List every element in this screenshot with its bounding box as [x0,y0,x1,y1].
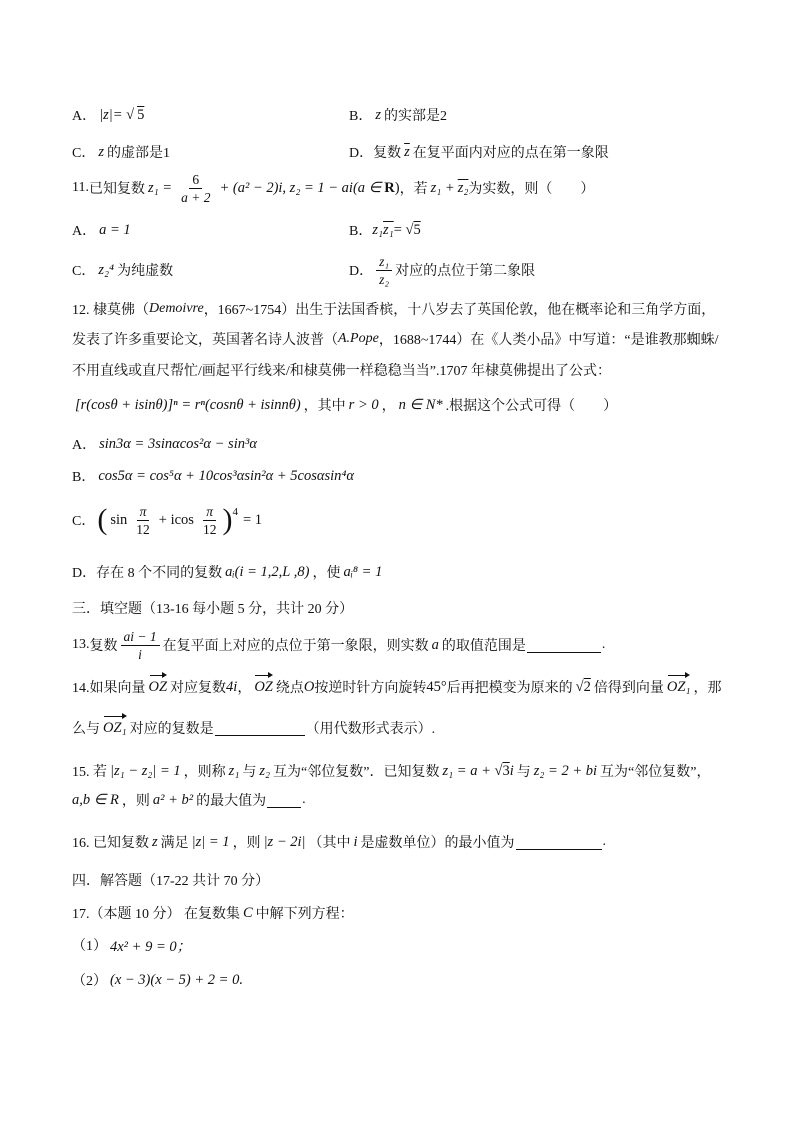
vector-oz: OZ [254,678,273,695]
fraction-numerator: 6 [189,171,202,189]
option-math: cos5α = cos⁵α + 10cos³αsin²α + 5cosαsin⁴α [98,467,355,484]
section-4-heading [72,868,269,892]
section-3-heading [72,596,353,620]
answer-blank [267,792,301,808]
stem-text: 不用直线或直尺帮忙/画起平行线来/和棣莫佛一样稳稳当当”.1707 年棣莫佛提出了公式： [72,364,611,379]
q15-line-2 [72,788,306,812]
variable: a [431,636,439,653]
radicand: 5 [413,221,421,238]
stem-math: r > 0 [348,396,379,413]
answer-blank [527,637,601,653]
q17-part-2 [72,968,246,992]
option-text: 在复平面内对应的点在第一象限 [412,146,609,161]
stem-math: 4i [226,678,238,695]
option-math: z₁ [372,221,384,238]
stem-text: 为实数，则（ ） [468,182,595,197]
stem-math: z₂ [259,762,271,779]
stem-text: 对应的复数是 [129,722,214,737]
q12-option-b [72,464,357,488]
stem-math: a,b ∈ R [72,791,119,808]
option-label: A． [72,438,97,453]
q15-line-1 [72,759,710,783]
option-text: 为纯虚数 [117,264,174,279]
option-label: B． [349,224,373,239]
stem-math: ) [394,179,400,196]
stem-math: O [303,678,315,695]
stem-text: 互为“邻位复数”．已知复数 [273,765,440,780]
q11-option-a [72,218,134,242]
stem-text: . [602,834,607,849]
fraction-denominator: z₂ [379,271,390,287]
stem-text: .根据这个公式可得（ ） [445,399,618,414]
sin-function: sin [110,511,128,528]
answer-blank [516,834,602,850]
option-math: = 1 [242,511,262,528]
equation: (x − 3)(x − 5) + 2 = 0. [110,971,243,988]
fraction [178,171,213,206]
q17-stem [72,901,354,925]
option-label: B． [349,109,373,124]
option-text: 的实部是2 [384,109,447,124]
sqrt-symbol: √ [575,678,584,695]
option-math: = √ [393,221,414,238]
stem-text: 互为“邻位复数”， [600,765,711,780]
stem-math: n ∈ N* [398,396,443,413]
answer-blank [215,720,305,736]
q10-option-b [349,103,447,127]
stem-text: ，1688~1744）在《人类小品》中写道：“是谁教那蜘蛛/ [378,333,719,348]
stem-math: a² + b² [152,791,194,808]
stem-text: ， [237,681,252,696]
stem-text: 后再把模变为原来的 [446,681,573,696]
q10-option-c [72,140,170,164]
option-label: A． [72,109,97,124]
option-label: C． [72,264,96,279]
stem-math: z [152,833,158,850]
q12-stem-line-2 [72,327,719,351]
stem-math: |z − 2i| [263,833,306,850]
vector-oz1: OZ₁ [666,678,691,695]
equation: 4x² + 9 = 0； [110,938,192,955]
stem-text: 在复平面上对应的点位于第一象限，则实数 [162,639,429,654]
option-text: 存在 8 个不同的复数 [96,566,223,581]
q16 [72,830,606,854]
q12-stem-line-1 [72,297,715,321]
option-math: z₂⁴ [98,261,115,278]
option-label: D． [72,566,97,581]
fraction-numerator: ai − 1 [121,628,160,646]
option-math: aᵢ(i = 1,2,L ,8) [225,563,310,580]
stem-text: 12. 棣莫佛（ [72,303,149,318]
stem-text: 14.如果向量 [72,681,146,696]
fraction-numerator: z₁ [376,253,392,271]
option-math: aᵢ⁸ = 1 [343,563,383,580]
radicand: 3 [502,762,510,779]
conjugate-variable: z₁ [383,221,394,238]
stem-text: 16. 已知复数 [72,836,149,851]
option-variable: z [375,106,381,123]
part-label: （2） [72,974,107,989]
stem-text: 倍得到向量 [593,681,664,696]
left-paren: ( [97,503,108,536]
stem-math: |z| = 1 [191,833,230,850]
q11-option-c [72,248,173,292]
option-label: D． [349,264,374,279]
stem-math: z₁ = a + √ [442,762,503,779]
option-label: C． [72,146,96,161]
q11-option-b [349,218,421,242]
stem-text: 17.（本题 10 分） 在复数集 [72,907,240,922]
name-italic: Demoivre [149,301,204,316]
real-set-symbol: R [384,179,395,196]
q12-option-a [72,432,260,456]
fraction-numerator: π [203,503,216,521]
stem-text: . [302,792,306,807]
part-label: （1） [72,939,107,954]
option-text: 的虚部是1 [107,146,170,161]
fraction-denominator: a + 2 [181,189,211,205]
stem-text: ，若 [399,182,428,197]
stem-math: i [353,833,358,850]
option-label: B． [72,470,96,485]
option-variable: z [98,143,104,160]
stem-math: z₁ [228,762,240,779]
question-number: 13. [72,637,90,652]
stem-text: ，其中 [303,399,346,414]
stem-text: 的最大值为 [196,794,267,809]
power-expression [97,503,238,538]
exponent: 4 [232,505,238,518]
option-math: sin3α = 3sinαcos²α − sin³α [99,435,257,452]
stem-text: ，则称 [183,765,226,780]
stem-text: 对应复数 [170,681,227,696]
q12-option-c [72,496,265,544]
vector-oz1: OZ₁ [103,719,127,736]
complex-set-symbol: C [243,904,253,921]
stem-text: 中解下列方程： [255,907,354,922]
stem-text: 绕点 [275,681,304,696]
stem-math: + (a² − 2)i, z₂ = 1 − ai(a ∈ [219,179,382,196]
stem-text: . [601,637,606,652]
stem-text: （其中 [308,836,351,851]
stem-text: 与 [242,765,257,780]
stem-text: 发表了许多重要论文，英国著名诗人波普（ [72,333,338,348]
q10-option-d [349,140,609,164]
option-text: 对应的点位于第二象限 [395,264,536,279]
stem-math: i [509,762,514,779]
fraction-numerator: π [137,503,150,521]
q14-line-1 [72,675,721,699]
stem-text: ，1667~1754）出生于法国香槟，十八岁去了英国伦敦，他在概率论和三角学方面， [203,303,716,318]
fraction-denominator: i [138,646,142,662]
stem-text: 是虚数单位）的最小值为 [360,836,515,851]
section-title: 四．解答题（17-22 共计 70 分） [72,874,270,889]
option-text: 复数 [373,146,402,161]
name-italic: A.Pope [338,331,379,346]
option-math: a = 1 [99,221,131,238]
stem-text: 15. 若 [72,765,107,780]
vector-oz: OZ [148,678,168,695]
stem-text: ，则 [232,836,261,851]
stem-math: z₁ + [430,179,455,196]
q10-option-a [72,103,144,127]
stem-math: |z₁ − z₂| = 1 [110,762,181,779]
q12-stem-line-3 [72,358,611,382]
q11-option-d [349,248,535,292]
q12-formula-line [72,393,617,417]
stem-math: 45° [426,678,447,695]
stem-text: 已知复数 [88,182,145,197]
stem-text: 的取值范围是 [441,639,526,654]
stem-text: （用代数形式表示）. [305,722,436,737]
de-moivre-formula: [r(cosθ + isinθ)]ⁿ = rⁿ(cosnθ + isinnθ) [75,396,301,413]
fraction [121,628,160,663]
radicand: 5 [137,106,145,123]
radicand: 2 [583,678,591,695]
option-math: |z|= √ [99,106,135,123]
option-label: D． [349,146,374,161]
stem-text: 么与 [72,722,100,737]
option-label: C． [72,514,96,529]
stem-text: 按逆时针方向旋转 [314,681,427,696]
stem-math: z₁ = [147,179,173,196]
option-math: + icos [158,511,194,528]
fraction [376,253,392,288]
q12-option-d [72,560,385,584]
stem-text: ，则 [121,794,150,809]
q11-stem [72,166,594,210]
stem-text: 复数 [89,639,118,654]
q17-part-1 [72,933,194,957]
section-title: 三．填空题（13-16 每小题 5 分，共计 20 分） [72,602,354,617]
question-number: 11. [72,180,89,195]
fraction [200,503,220,538]
conjugate-variable: $\overline{z}$ [404,143,410,160]
conjugate-variable: z₂ [457,179,469,196]
option-text: ，使 [312,566,341,581]
q14-line-2 [72,716,435,740]
right-paren: ) [222,503,233,536]
stem-math: z₂ = 2 + bi [533,762,598,779]
option-label: A． [72,224,97,239]
fraction [133,503,153,538]
stem-text: 满足 [160,836,189,851]
stem-text: ， [381,399,396,414]
fraction-denominator: 12 [136,521,150,537]
stem-text: 与 [516,765,531,780]
q13 [72,623,605,667]
fraction-denominator: 12 [202,521,217,537]
stem-text: ，那 [693,681,722,696]
